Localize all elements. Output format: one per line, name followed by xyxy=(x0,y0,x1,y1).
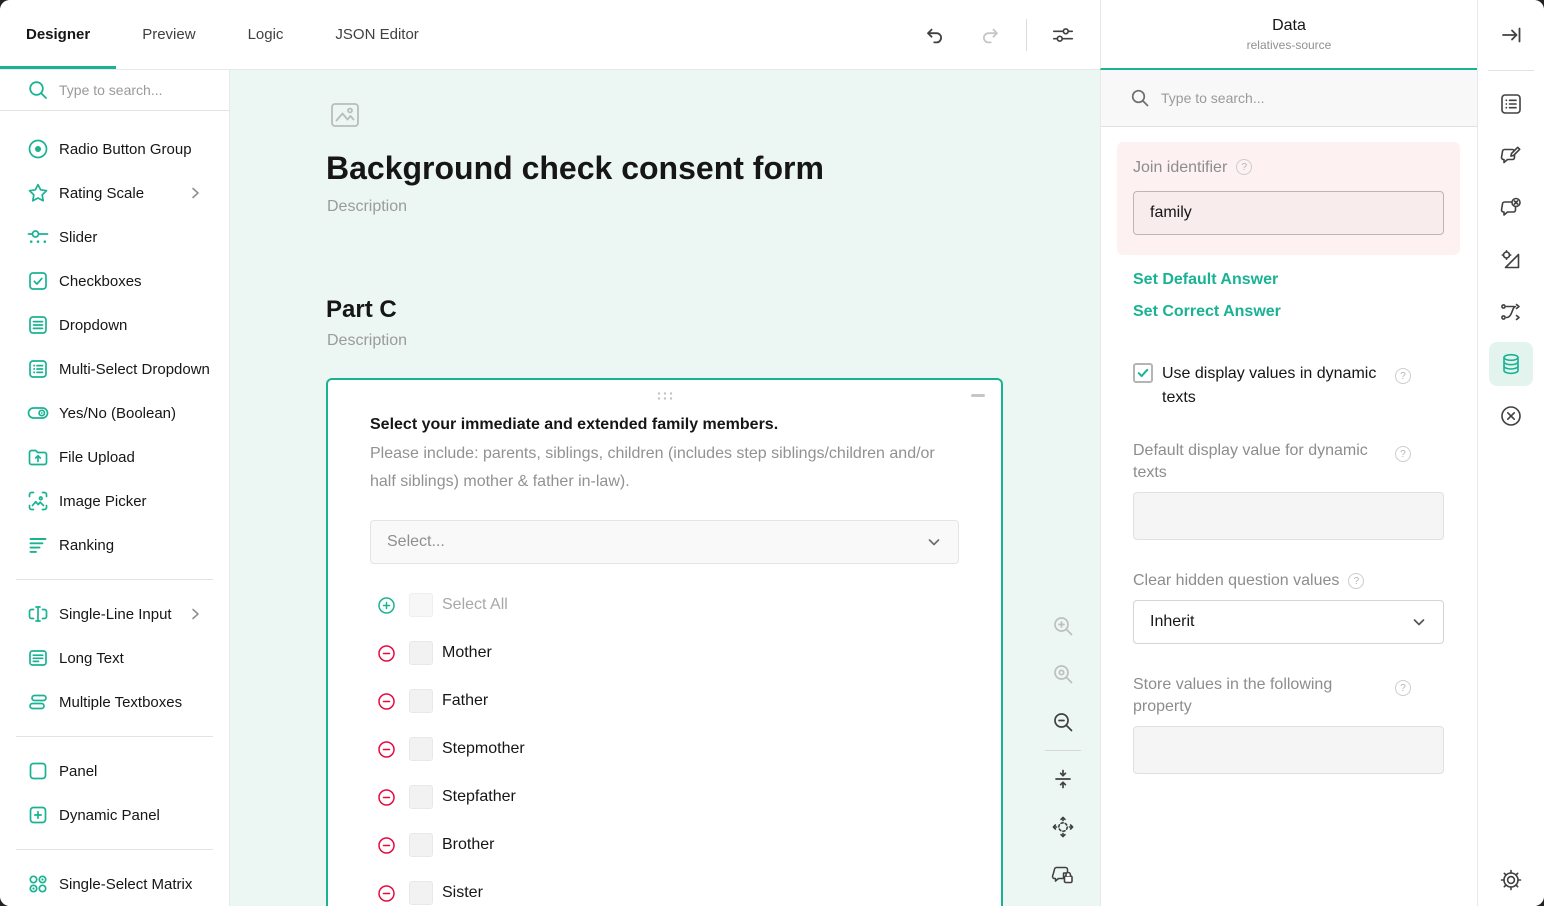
undo-icon[interactable] xyxy=(923,23,947,47)
question-dropdown[interactable] xyxy=(370,520,959,564)
ranking-icon xyxy=(26,533,50,557)
validation-category-icon[interactable] xyxy=(1489,394,1533,438)
redo-icon[interactable] xyxy=(978,23,1002,47)
top-tab-bar xyxy=(0,0,1100,70)
join-identifier-section xyxy=(1117,142,1460,255)
toolbox-item-label: Ranking xyxy=(59,536,115,554)
collapse-panel-icon[interactable] xyxy=(1499,23,1523,47)
toolbox-item-rating-scale[interactable] xyxy=(0,171,229,215)
data-category-icon[interactable] xyxy=(1489,342,1533,386)
toolbox-item-long-text[interactable] xyxy=(0,636,229,680)
slider-icon xyxy=(26,225,50,249)
choice-label[interactable]: Stepfather xyxy=(442,788,516,805)
toolbox-item-label: Dropdown xyxy=(59,316,128,334)
property-panel-title: Data xyxy=(1272,16,1306,34)
single-line-input-icon xyxy=(26,602,50,626)
choice-row xyxy=(370,725,959,773)
property-grid-panel xyxy=(1100,70,1477,906)
question-title[interactable]: Select your immediate and extended family members. xyxy=(370,416,779,433)
add-choice-icon[interactable] xyxy=(378,597,395,614)
settings-sliders-icon[interactable] xyxy=(1051,23,1075,47)
choice-row xyxy=(370,773,959,821)
drag-mode-icon[interactable] xyxy=(1051,815,1075,839)
remove-choice-icon[interactable] xyxy=(378,741,395,758)
toolbox-item-label: Checkboxes xyxy=(59,272,142,290)
use-display-values-row xyxy=(1133,362,1444,410)
choice-row xyxy=(370,821,959,869)
toolbox-item-label: Image Picker xyxy=(59,492,147,510)
rating-scale-icon xyxy=(26,181,50,205)
set-default-answer-link[interactable]: Set Default Answer xyxy=(1133,271,1279,289)
default-display-value-label: Default display value for dynamic texts xyxy=(1133,442,1368,482)
help-icon[interactable]: ? xyxy=(1236,159,1252,175)
default-display-value-input[interactable] xyxy=(1133,492,1444,540)
logo-placeholder-icon[interactable] xyxy=(328,98,362,132)
dropdown-icon xyxy=(26,313,50,337)
strip-icons xyxy=(1489,82,1533,438)
panel-icon xyxy=(26,759,50,783)
property-search-placeholder: Type to search... xyxy=(1161,90,1265,106)
layout-category-icon[interactable] xyxy=(1489,134,1533,178)
toolbox-item-dynamic-panel[interactable] xyxy=(0,793,229,837)
toolbox-item-single-line-input[interactable] xyxy=(0,592,229,636)
logic-category-icon[interactable] xyxy=(1489,290,1533,334)
toolbox-item-label: Yes/No (Boolean) xyxy=(59,404,177,422)
tab-json-editor-label: JSON Editor xyxy=(335,26,419,43)
remove-choice-icon[interactable] xyxy=(378,789,395,806)
choice-row xyxy=(370,869,959,906)
form-description[interactable]: Description xyxy=(327,198,408,215)
chevron-down-icon xyxy=(926,534,942,550)
store-values-field xyxy=(1133,674,1444,774)
toolbox-search[interactable] xyxy=(0,70,229,111)
chevron-right-icon[interactable] xyxy=(188,186,202,200)
clear-hidden-value: Inherit xyxy=(1150,613,1195,631)
remove-choice-icon[interactable] xyxy=(378,885,395,902)
choice-checkbox[interactable] xyxy=(409,593,433,617)
tab-json-editor[interactable] xyxy=(309,0,444,69)
canvas-zoom-toolbar xyxy=(1045,614,1081,887)
multiple-textboxes-icon xyxy=(26,690,50,714)
choice-row xyxy=(370,677,959,725)
use-display-values-label[interactable]: Use display values in dynamic texts xyxy=(1162,365,1377,407)
image-picker-icon xyxy=(26,489,50,513)
clear-hidden-field xyxy=(1133,570,1444,644)
toolbox-group-divider xyxy=(16,579,213,580)
tab-preview[interactable] xyxy=(116,0,221,69)
toolbox-search-placeholder: Type to search... xyxy=(59,82,163,98)
single-select-matrix-icon xyxy=(26,872,50,896)
toolbox-list xyxy=(0,111,229,906)
chevron-down-icon xyxy=(1411,614,1427,630)
question-card-header xyxy=(370,380,959,412)
general-category-icon[interactable] xyxy=(1489,82,1533,126)
settings-gear-icon[interactable] xyxy=(1478,867,1544,893)
toolbox-group-divider xyxy=(16,736,213,737)
choice-label[interactable]: Select All xyxy=(442,596,508,613)
remove-choice-icon[interactable] xyxy=(378,693,395,710)
choice-label[interactable]: Father xyxy=(442,692,489,709)
strip-top xyxy=(1478,0,1544,70)
radio-button-group-icon xyxy=(26,137,50,161)
chevron-right-icon[interactable] xyxy=(188,607,202,621)
zoom-in-icon[interactable] xyxy=(1051,614,1075,638)
property-grid-body xyxy=(1101,142,1477,794)
tab-designer-label: Designer xyxy=(26,26,91,43)
zoom-reset-icon[interactable] xyxy=(1051,662,1075,686)
multi-select-dropdown-icon xyxy=(26,357,50,381)
choice-checkbox[interactable] xyxy=(409,641,433,665)
toolbox-item-dropdown[interactable] xyxy=(0,303,229,347)
property-panel-header[interactable] xyxy=(1100,0,1477,70)
tab-designer[interactable] xyxy=(0,0,116,69)
toolbox-item-checkboxes[interactable] xyxy=(0,259,229,303)
remove-choice-icon[interactable] xyxy=(378,837,395,854)
no-entries-category-icon[interactable] xyxy=(1489,186,1533,230)
clear-hidden-dropdown[interactable] xyxy=(1133,600,1444,644)
remove-choice-icon[interactable] xyxy=(378,645,395,662)
help-icon[interactable]: ? xyxy=(1395,368,1411,384)
zoom-out-icon[interactable] xyxy=(1051,710,1075,734)
tab-logic[interactable] xyxy=(222,0,310,69)
toolbox-sidebar xyxy=(0,70,230,906)
toolbox-item-label: Dynamic Panel xyxy=(59,806,160,824)
choice-row xyxy=(370,629,959,677)
appearance-category-icon[interactable] xyxy=(1489,238,1533,282)
join-identifier-input[interactable] xyxy=(1133,191,1444,235)
clear-hidden-label: Clear hidden question values xyxy=(1133,572,1340,590)
page-description[interactable]: Description xyxy=(327,332,408,349)
search-icon xyxy=(1129,87,1151,109)
form-title[interactable]: Background check consent form xyxy=(326,150,824,186)
set-correct-answer-link[interactable]: Set Correct Answer xyxy=(1133,303,1281,321)
file-upload-icon xyxy=(26,445,50,469)
toolbar-actions xyxy=(923,0,1100,70)
choice-checkbox[interactable] xyxy=(409,785,433,809)
join-identifier-value: family xyxy=(1150,204,1192,222)
toolbox-item-label: Single-Line Input xyxy=(59,605,172,623)
checkboxes-icon xyxy=(26,269,50,293)
toolbox-item-boolean[interactable] xyxy=(0,391,229,435)
choice-checkbox[interactable] xyxy=(409,689,433,713)
choice-row-select-all xyxy=(370,581,959,629)
join-identifier-label: Join identifier xyxy=(1133,159,1228,176)
long-text-icon xyxy=(26,646,50,670)
tab-preview-label: Preview xyxy=(142,26,196,43)
choice-label[interactable]: Brother xyxy=(442,836,495,853)
category-icon-strip xyxy=(1477,0,1544,906)
default-display-value-field xyxy=(1133,440,1444,540)
toolbar-divider xyxy=(1045,750,1081,751)
toolbox-item-single-select-matrix[interactable] xyxy=(0,862,229,906)
store-values-input[interactable] xyxy=(1133,726,1444,774)
collapse-question-icon[interactable] xyxy=(971,394,985,397)
toolbox-item-file-upload[interactable] xyxy=(0,435,229,479)
toolbox-item-panel[interactable] xyxy=(0,749,229,793)
strip-divider xyxy=(1488,70,1534,71)
toolbox-item-radio-button-group[interactable] xyxy=(0,127,229,171)
choice-list xyxy=(370,581,959,906)
toolbox-item-multiple-textboxes[interactable] xyxy=(0,680,229,724)
question-card-selected[interactable] xyxy=(326,378,1003,906)
page-title[interactable]: Part C xyxy=(326,296,397,323)
toolbox-item-label: Long Text xyxy=(59,649,124,667)
toolbox-item-multi-select-dropdown[interactable] xyxy=(0,347,229,391)
toolbox-item-label: Rating Scale xyxy=(59,184,145,202)
choice-label[interactable]: Sister xyxy=(442,884,483,901)
choice-label[interactable]: Stepmother xyxy=(442,740,525,757)
toolbox-group-divider xyxy=(16,849,213,850)
choice-checkbox[interactable] xyxy=(409,833,433,857)
toolbox-item-image-picker[interactable] xyxy=(0,479,229,523)
property-search[interactable] xyxy=(1101,70,1477,127)
lock-questions-icon[interactable] xyxy=(1051,863,1075,887)
help-icon[interactable]: ? xyxy=(1395,680,1411,696)
boolean-toggle-icon xyxy=(26,401,50,425)
toolbox-item-label: Multi-Select Dropdown xyxy=(59,360,210,378)
store-values-label: Store values in the following property xyxy=(1133,676,1333,716)
toolbox-item-label: Single-Select Matrix xyxy=(59,875,193,893)
toolbox-item-label: File Upload xyxy=(59,448,135,466)
toolbox-item-ranking[interactable] xyxy=(0,523,229,567)
dropdown-placeholder: Select... xyxy=(387,533,445,550)
design-canvas xyxy=(230,70,1100,906)
toolbox-item-label: Panel xyxy=(59,762,98,780)
search-icon xyxy=(26,78,50,102)
tab-logic-label: Logic xyxy=(247,26,284,43)
choice-checkbox[interactable] xyxy=(409,881,433,905)
dynamic-panel-icon xyxy=(26,803,50,827)
collapse-all-icon[interactable] xyxy=(1051,767,1075,791)
choice-label[interactable]: Mother xyxy=(442,644,492,661)
help-icon[interactable]: ? xyxy=(1348,573,1364,589)
toolbox-item-label: Multiple Textboxes xyxy=(59,693,183,711)
toolbox-item-label: Radio Button Group xyxy=(59,140,192,158)
question-description[interactable]: Please include: parents, siblings, children (includes step siblings/children and/or half siblings) mother & father in-law). xyxy=(370,445,935,490)
use-display-values-checkbox[interactable] xyxy=(1133,363,1153,383)
toolbox-item-slider[interactable] xyxy=(0,215,229,259)
drag-handle-icon[interactable] xyxy=(655,390,675,402)
choice-checkbox[interactable] xyxy=(409,737,433,761)
property-panel-subtitle: relatives-source xyxy=(1246,37,1332,52)
toolbar-divider xyxy=(1026,19,1027,51)
toolbox-item-label: Slider xyxy=(59,228,98,246)
help-icon[interactable]: ? xyxy=(1395,446,1411,462)
